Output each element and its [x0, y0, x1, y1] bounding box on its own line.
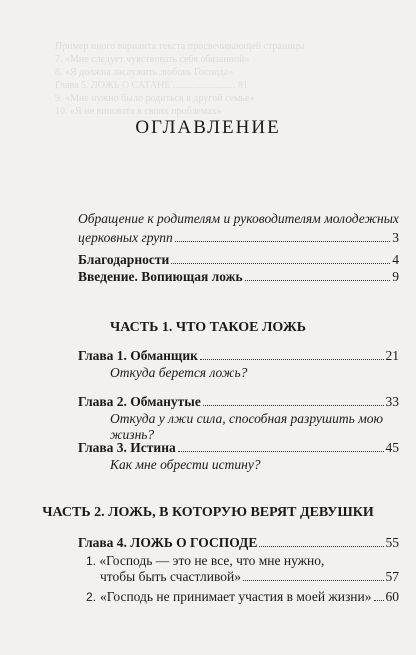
toc-entry-chapter-3[interactable]: [78, 440, 399, 473]
item-number: 2.: [86, 590, 97, 604]
dot-leader: [175, 231, 390, 242]
toc-entry-label: Введение. Вопиющая ложь: [78, 269, 243, 284]
toc-entry-chapter-4[interactable]: [78, 535, 399, 551]
chapter-subtitle: Откуда берется ложь?: [110, 365, 248, 380]
toc-entry-label: Глава 2. Обманутые: [78, 394, 201, 409]
page-number: 45: [385, 440, 399, 455]
dot-leader: [203, 395, 384, 406]
page-number: 4: [392, 252, 399, 267]
toc-entry-label: Обращение к родителям и руководителям молодежных: [78, 211, 399, 226]
toc-entry-label: церковных групп: [78, 230, 173, 245]
dot-leader: [200, 349, 384, 360]
dot-leader: [178, 441, 384, 452]
toc-entry-label: Глава 3. Истина: [78, 440, 176, 455]
dot-leader: [243, 570, 384, 581]
toc-entry-item-2[interactable]: [86, 589, 399, 605]
dot-leader: [245, 270, 391, 281]
toc-entry-intro[interactable]: [78, 209, 399, 247]
toc-entry-label: чтобы быть счастливой»: [100, 569, 241, 584]
toc-entry-chapter-2[interactable]: [78, 394, 399, 443]
dot-leader: [259, 536, 383, 547]
page-number: 21: [385, 348, 399, 363]
page-number: 33: [385, 394, 399, 409]
toc-entry-thanks[interactable]: [78, 252, 399, 268]
dot-leader: [171, 253, 390, 264]
page-number: 9: [392, 269, 399, 284]
item-number: 1.: [86, 554, 97, 568]
toc-entry-label: Глава 4. ЛОЖЬ О ГОСПОДЕ: [78, 535, 258, 550]
part-heading: ЧАСТЬ 2. ЛОЖЬ, В КОТОРУЮ ВЕРЯТ ДЕВУШКИ: [42, 505, 374, 520]
part-heading: ЧАСТЬ 1. ЧТО ТАКОЕ ЛОЖЬ: [109, 320, 307, 335]
page-title: ОГЛАВЛЕНИЕ: [135, 117, 281, 138]
toc-entry-label: Глава 1. Обманщик: [78, 348, 198, 363]
dot-leader: [374, 590, 384, 601]
chapter-subtitle: Откуда у лжи сила, способная разрушить мою жизнь?: [110, 411, 383, 442]
page-number: 55: [385, 535, 399, 550]
toc-entry-label: Благодарности: [78, 252, 170, 267]
toc-entry-introduction[interactable]: [78, 269, 399, 285]
chapter-subtitle: Как мне обрести истину?: [110, 457, 261, 472]
bleed-through-text: Пример иного варианта текста просвечивающей страницы 7. «Мне следует чувствовать себя обязанной» 8. «Я должна заслужить любовь Господа» Глава 5. ЛОЖЬ О САТАНЕ ......................... 81 9. «Мне нужно было родиться в другой семье» 10. «Я не виновата в своих проблемах»: [55, 41, 305, 117]
toc-entry-item-1[interactable]: [86, 553, 399, 585]
toc-entry-chapter-1[interactable]: [78, 348, 399, 381]
page-number: 60: [385, 589, 399, 604]
page-number: 57: [385, 569, 399, 584]
page-number: 3: [392, 230, 399, 245]
toc-entry-label: «Господь не принимает участия в моей жизни»: [100, 589, 372, 604]
toc-entry-label: «Господь — это не все, что мне нужно,: [99, 553, 325, 568]
